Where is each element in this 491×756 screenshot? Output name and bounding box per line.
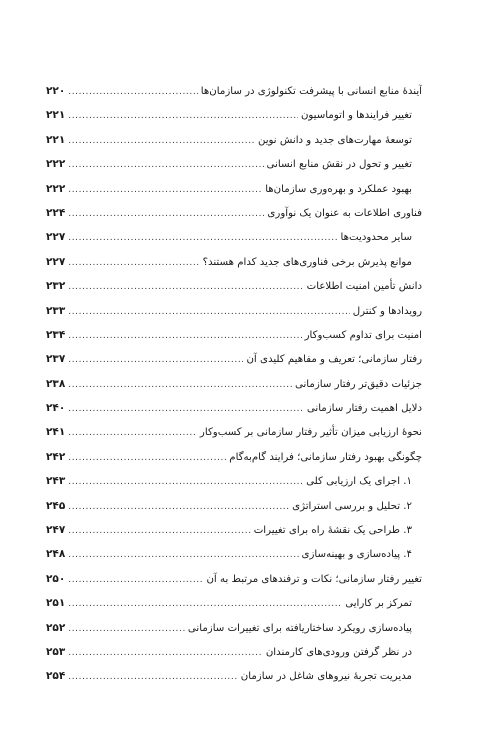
- toc-dot-leader: [68, 300, 349, 323]
- toc-dot-leader: [68, 641, 263, 664]
- toc-entry: [46, 640, 422, 664]
- toc-entry: [46, 542, 422, 566]
- toc-entry: [46, 177, 422, 201]
- toc-entry: [46, 420, 422, 444]
- toc-dot-leader: [68, 519, 250, 542]
- toc-entry-title: پیاده‌سازی رویکرد ساختاریافته برای تغییرات سازمانی: [187, 622, 412, 634]
- toc-page-number: ۲۳۸: [46, 377, 66, 390]
- toc-dot-leader: [68, 178, 262, 201]
- toc-entry: [46, 396, 422, 420]
- toc-dot-leader: [68, 665, 238, 688]
- toc-dot-leader: [68, 348, 243, 371]
- toc-entry-title: امنیت برای تداوم کسب‌وکار: [304, 329, 422, 341]
- toc-entry: [46, 616, 422, 640]
- toc-entry: [46, 225, 422, 249]
- toc-page-number: ۲۴۷: [46, 524, 66, 537]
- toc-page-number: ۲۲۷: [46, 255, 66, 268]
- toc-dot-leader: [68, 80, 198, 103]
- toc-dot-leader: [68, 226, 337, 249]
- toc-entry: [46, 445, 422, 469]
- toc-entry-title: تغییر و تحول در نقش منابع انسانی: [266, 159, 412, 171]
- toc-entry: [46, 591, 422, 615]
- toc-page-number: ۲۵۲: [46, 621, 66, 634]
- toc-entry-title: ۳. طراحی یک نقشۀ راه برای تغییرات: [253, 525, 412, 537]
- toc-page-number: ۲۴۵: [46, 499, 66, 512]
- toc-entry: [46, 128, 422, 152]
- toc-dot-leader: [68, 251, 199, 274]
- toc-page-number: ۲۲۲: [46, 158, 66, 171]
- toc-page-number: ۲۲۷: [46, 231, 66, 244]
- toc-entry-title: نحوۀ ارزیابی میزان تأثیر رفتار سازمانی بر کسب‌وکار: [199, 427, 422, 439]
- toc-page-number: ۲۲۴: [46, 206, 66, 219]
- toc-entry-title: ۴. پیاده‌سازی و بهینه‌سازی: [301, 549, 412, 561]
- toc-dot-leader: [68, 543, 298, 566]
- toc-dot-leader: [68, 275, 303, 298]
- toc-entry-title: تغییر فرایندها و اتوماسیون: [300, 110, 412, 122]
- toc-dot-leader: [68, 446, 226, 469]
- toc-dot-leader: [68, 617, 185, 640]
- toc-entry-title: موانع پذیرش برخی فناوری‌های جدید کدام هستند؟: [202, 256, 412, 268]
- toc-entry-title: دلایل اهمیت رفتار سازمانی: [306, 403, 422, 415]
- toc-dot-leader: [68, 592, 342, 615]
- toc-page-number: ۲۳۲: [46, 280, 66, 293]
- toc-dot-leader: [68, 202, 264, 225]
- toc-entry-title: رفتار سازمانی؛ تعریف و مفاهیم کلیدی آن: [246, 354, 422, 366]
- toc-entry-title: مدیریت تجربۀ نیروهای شاغل در سازمان: [240, 671, 412, 683]
- toc-dot-leader: [68, 421, 197, 444]
- toc-entry: [46, 567, 422, 591]
- toc-dot-leader: [68, 373, 292, 396]
- toc-entry-title: توسعۀ مهارت‌های جدید و دانش نوین: [257, 134, 412, 146]
- toc-entry: [46, 201, 422, 225]
- toc-entry-title: فناوری اطلاعات به عنوان یک نوآوری: [267, 207, 422, 219]
- toc-page-number: ۲۲۱: [46, 109, 66, 122]
- toc-entry: [46, 299, 422, 323]
- toc-page-number: ۲۵۱: [46, 597, 66, 610]
- toc-dot-leader: [68, 324, 301, 347]
- toc-page-number: ۲۵۰: [46, 572, 66, 585]
- toc-page-number: ۲۵۳: [46, 645, 66, 658]
- toc-entry: [46, 664, 422, 688]
- toc-entry: [46, 494, 422, 518]
- toc-page-number: ۲۲۱: [46, 133, 66, 146]
- toc-page-number: ۲۳۷: [46, 353, 66, 366]
- toc-entry-title: چگونگی بهبود رفتار سازمانی؛ فرایند گام‌به‌گام: [229, 451, 422, 463]
- toc-entry-title: در نظر گرفتن ورودی‌های کارمندان: [265, 646, 412, 658]
- toc-entry-title: ۲. تحلیل و بررسی استراتژی: [292, 500, 412, 512]
- toc-page-number: ۲۴۲: [46, 450, 66, 463]
- toc-entry: [46, 103, 422, 127]
- toc-entry: [46, 274, 422, 298]
- toc-entry: [46, 372, 422, 396]
- toc-page-number: ۲۴۸: [46, 548, 66, 561]
- toc-dot-leader: [68, 129, 255, 152]
- toc-entry-title: تمرکز بر کارایی: [345, 598, 412, 610]
- toc-page-number: ۲۴۱: [46, 426, 66, 439]
- toc-page-number: ۲۴۳: [46, 475, 66, 488]
- toc-entry-title: آیندۀ منابع انسانی با پیشرفت تکنولوژی در سازمان‌ها: [200, 86, 422, 97]
- toc-page-number: ۲۲۲: [46, 182, 66, 195]
- toc-page-number: ۲۲۰: [46, 85, 66, 97]
- toc-page-number: ۲۳۴: [46, 328, 66, 341]
- toc-dot-leader: [68, 495, 289, 518]
- table-of-contents: [46, 79, 422, 689]
- toc-page-number: ۲۴۰: [46, 402, 66, 415]
- toc-page-number: ۲۵۴: [46, 670, 66, 683]
- toc-entry: [46, 79, 422, 103]
- toc-entry-title: بهبود عملکرد و بهره‌وری سازمان‌ها: [265, 183, 412, 195]
- toc-entry: [46, 323, 422, 347]
- toc-entry: [46, 250, 422, 274]
- toc-entry: [46, 518, 422, 542]
- toc-entry-title: سایر محدودیت‌ها: [340, 232, 412, 244]
- toc-page-number: ۲۳۳: [46, 304, 66, 317]
- toc-entry: [46, 469, 422, 493]
- toc-dot-leader: [68, 153, 263, 176]
- toc-entry-title: ۱. اجرای یک ارزیابی کلی: [306, 476, 412, 488]
- toc-entry: [46, 347, 422, 371]
- toc-dot-leader: [68, 397, 304, 420]
- toc-entry-title: جزئیات دقیق‌تر رفتار سازمانی: [294, 378, 422, 390]
- toc-dot-leader: [68, 568, 203, 591]
- toc-dot-leader: [68, 470, 303, 493]
- toc-entry-title: تغییر رفتار سازمانی؛ نکات و ترفندهای مرتبط به آن: [206, 573, 422, 585]
- toc-entry: [46, 152, 422, 176]
- toc-dot-leader: [68, 104, 298, 127]
- toc-entry-title: دانش تأمین امنیت اطلاعات: [306, 281, 422, 293]
- toc-entry-title: رویدادها و کنترل: [352, 305, 422, 317]
